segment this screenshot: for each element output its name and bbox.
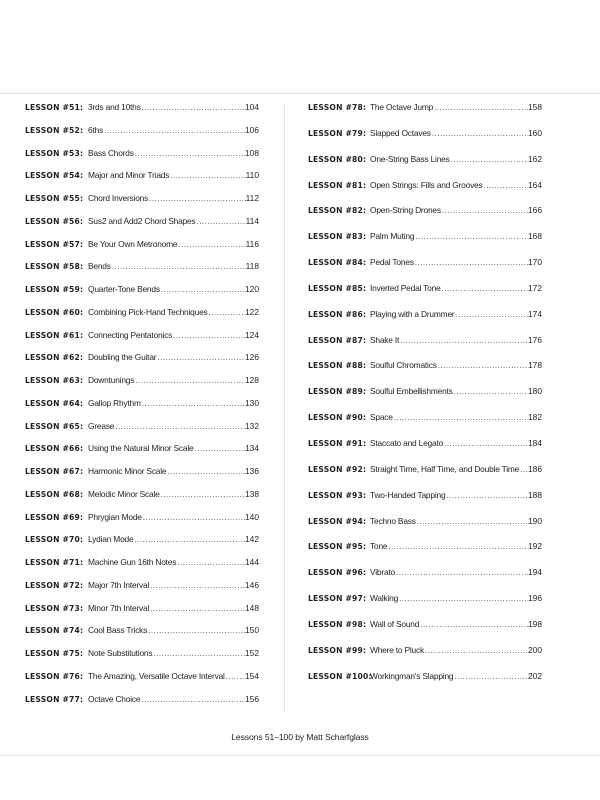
lesson-title: Staccato and Legato (370, 437, 444, 448)
lesson-title: Soulful Chromatics (370, 360, 437, 371)
page-number: 162 (528, 153, 542, 164)
dot-leader (414, 258, 528, 267)
dot-leader (441, 206, 528, 215)
lesson-number: LESSON #77: (25, 694, 84, 704)
page-number: 180 (528, 386, 542, 397)
dot-leader (169, 171, 245, 180)
page-number: 200 (528, 644, 542, 655)
lesson-title: 3rds and 10ths (88, 102, 141, 112)
page-number: 154 (245, 670, 259, 681)
lesson-number: LESSON #82: (308, 206, 367, 216)
page-number: 142 (245, 534, 259, 545)
lesson-title: Melodic Minor Scale (88, 488, 160, 499)
lesson-number: LESSON #98: (308, 619, 367, 629)
lesson-title: Pedal Tones (370, 257, 414, 268)
lesson-number: LESSON #85: (308, 283, 367, 293)
toc-entry[interactable] (25, 375, 259, 398)
dot-leader (141, 103, 245, 112)
lesson-number: LESSON #74: (25, 626, 84, 636)
lesson-number: LESSON #95: (308, 542, 367, 552)
lesson-title: Wall of Sound (370, 618, 420, 629)
dot-leader (433, 103, 528, 112)
dot-leader (142, 513, 245, 522)
page-number: 194 (528, 567, 542, 578)
dot-leader (172, 331, 245, 340)
toc-entry[interactable] (25, 261, 259, 284)
lesson-title: Combining Pick-Hand Techniques (88, 306, 208, 317)
lesson-number: LESSON #86: (308, 309, 367, 319)
lesson-title: Open Strings: Fills and Grooves (370, 179, 483, 190)
lesson-title: Using the Natural Minor Scale (88, 443, 194, 454)
lesson-number: LESSON #76: (25, 671, 84, 681)
toc-entry[interactable] (25, 534, 259, 557)
lesson-number: LESSON #64: (25, 398, 84, 408)
column-divider (284, 103, 285, 713)
toc-entry[interactable] (25, 125, 259, 148)
lesson-title: Gallop Rhythm (88, 397, 141, 408)
lesson-number: LESSON #62: (25, 353, 84, 363)
lesson-title: Phrygian Mode (88, 511, 142, 522)
page-number: 156 (245, 693, 259, 704)
lesson-title: Walking (370, 593, 399, 604)
lesson-title: Grease (88, 420, 115, 431)
lesson-number: LESSON #61: (25, 330, 84, 340)
page-number: 136 (245, 466, 259, 476)
toc-entry[interactable] (25, 284, 259, 307)
lesson-title: Machine Gun 16th Notes (88, 557, 177, 567)
lesson-title: Octave Choice (88, 693, 141, 704)
lesson-number: LESSON #92: (308, 464, 367, 474)
lesson-title: Note Substitutions (88, 648, 153, 658)
dot-leader (149, 581, 245, 590)
lesson-number: LESSON #84: (308, 258, 367, 268)
lesson-number: LESSON #83: (308, 232, 367, 242)
dot-leader (483, 181, 529, 190)
page-number: 172 (528, 282, 542, 293)
page-number: 126 (245, 352, 259, 363)
toc-entry[interactable] (25, 625, 259, 648)
lesson-number: LESSON #87: (308, 335, 367, 345)
lesson-title: Lydian Mode (88, 534, 134, 545)
toc-entry[interactable] (308, 593, 542, 619)
lesson-number: LESSON #56: (25, 216, 84, 226)
dot-leader (149, 604, 245, 613)
dot-leader (453, 387, 528, 396)
lesson-title: Downtunings (88, 375, 135, 385)
dot-leader (450, 155, 528, 164)
toc-entry[interactable] (25, 694, 259, 717)
lesson-title: Palm Muting (370, 231, 415, 242)
toc-entry[interactable] (308, 154, 542, 180)
toc-entry[interactable] (308, 619, 542, 645)
lesson-title: Space (370, 412, 393, 423)
page-number: 118 (245, 261, 259, 272)
lesson-number: LESSON #54: (25, 171, 84, 181)
lesson-number: LESSON #70: (25, 535, 84, 545)
page-number: 106 (245, 124, 259, 135)
toc-entry[interactable] (25, 170, 259, 193)
lesson-number: LESSON #67: (25, 467, 84, 476)
toc-entry[interactable] (25, 648, 259, 671)
lesson-title: Connecting Pentatonics (88, 329, 173, 340)
lesson-number: LESSON #81: (308, 180, 367, 190)
lesson-number: LESSON #100: (308, 671, 372, 681)
lesson-number: LESSON #97: (308, 594, 367, 604)
lesson-title: Chord Inversions (88, 193, 149, 203)
lesson-title: Soulful Embellishments (370, 386, 453, 397)
toc-entry[interactable] (308, 335, 542, 361)
dot-leader (393, 413, 528, 422)
dot-leader (160, 285, 245, 294)
dot-leader (156, 353, 245, 362)
dot-leader (111, 262, 246, 271)
page-number: 144 (245, 557, 259, 567)
toc-entry[interactable] (308, 464, 542, 490)
dot-leader (414, 232, 528, 241)
lesson-number: LESSON #79: (308, 128, 367, 138)
dot-leader (416, 517, 528, 526)
lesson-title: Playing with a Drummer (370, 308, 455, 319)
page-number: 130 (245, 397, 259, 408)
toc-entry[interactable] (25, 603, 259, 626)
page-number: 198 (528, 618, 542, 629)
lesson-number: LESSON #57: (25, 239, 84, 249)
dot-leader (437, 361, 528, 370)
dot-leader (453, 672, 528, 681)
dot-leader (133, 535, 245, 544)
page-number: 114 (245, 215, 259, 226)
toc-entry[interactable] (25, 421, 259, 444)
page-number: 122 (245, 306, 259, 317)
lesson-number: LESSON #60: (25, 307, 84, 317)
lesson-number: LESSON #63: (25, 376, 84, 385)
page-number: 112 (245, 193, 259, 203)
lesson-number: LESSON #51: (25, 103, 84, 112)
toc-entry[interactable] (308, 283, 542, 309)
dot-leader (176, 558, 245, 567)
lesson-title: Bass Chords (88, 147, 134, 158)
lesson-title: Bends (88, 261, 111, 272)
lesson-number: LESSON #89: (308, 387, 367, 397)
lesson-number: LESSON #65: (25, 421, 84, 431)
page-number: 166 (528, 205, 542, 216)
page-number: 146 (245, 579, 259, 590)
toc-entry[interactable] (308, 180, 542, 206)
lesson-title: 6ths (88, 124, 104, 135)
dot-leader (441, 284, 528, 293)
lesson-title: Major 7th Interval (88, 579, 150, 590)
page-number: 164 (528, 179, 542, 190)
page-number: 150 (245, 625, 259, 636)
page-number: 104 (245, 102, 259, 112)
page-number: 168 (528, 231, 542, 242)
lesson-number: LESSON #75: (25, 649, 84, 658)
dot-leader (103, 126, 245, 135)
toc-entry[interactable] (25, 216, 259, 239)
dot-leader (195, 217, 245, 226)
dot-leader (114, 422, 245, 431)
lesson-title: The Octave Jump (370, 102, 434, 112)
page-number: 158 (528, 102, 542, 112)
page-number: 186 (528, 463, 542, 474)
lesson-number: LESSON #90: (308, 413, 367, 423)
dot-leader (443, 439, 528, 448)
lesson-number: LESSON #58: (25, 262, 84, 272)
lesson-number: LESSON #80: (308, 154, 367, 164)
page-number: 202 (528, 670, 542, 681)
toc-entry[interactable] (25, 307, 259, 330)
bottom-rule (0, 755, 600, 756)
page-number: 184 (528, 437, 542, 448)
lesson-number: LESSON #94: (308, 516, 367, 526)
lesson-title: Shake It (370, 334, 400, 345)
lesson-title: Quarter-Tone Bends (88, 284, 160, 294)
page-number: 174 (528, 308, 542, 319)
toc-entry[interactable] (308, 645, 542, 671)
lesson-number: LESSON #53: (25, 148, 84, 158)
lesson-number: LESSON #55: (25, 194, 84, 203)
dot-leader (193, 444, 245, 453)
lesson-title: Vibrato (370, 567, 395, 578)
toc-entry[interactable] (25, 443, 259, 466)
page-number: 192 (528, 541, 542, 552)
lesson-title: One-String Bass Lines (370, 153, 450, 164)
toc-entry[interactable] (308, 516, 542, 542)
toc-entry[interactable] (308, 102, 542, 128)
lesson-title: Harmonic Minor Scale (88, 466, 167, 476)
toc-entry[interactable] (308, 567, 542, 593)
page-number: 116 (245, 238, 259, 249)
dot-leader (398, 594, 528, 603)
dot-leader (134, 149, 245, 158)
dot-leader (395, 568, 528, 577)
page-number: 124 (245, 329, 259, 340)
lesson-title: Techno Bass (370, 515, 416, 526)
dot-leader (177, 240, 245, 249)
lesson-number: LESSON #72: (25, 580, 84, 590)
lesson-number: LESSON #68: (25, 489, 84, 499)
dot-leader (208, 308, 245, 317)
lesson-title: Tone (370, 541, 388, 552)
page-number: 140 (245, 511, 259, 522)
lesson-title: Inverted Pedal Tone (370, 282, 441, 293)
toc-entry[interactable] (308, 128, 542, 154)
toc-entry[interactable] (308, 257, 542, 283)
dot-leader (147, 626, 245, 635)
lesson-title: Be Your Own Metronome (88, 238, 178, 249)
lesson-number: LESSON #91: (308, 438, 367, 448)
lesson-title: Cool Bass Tricks (88, 625, 148, 636)
toc-entry[interactable] (25, 557, 259, 580)
toc-entry[interactable] (308, 309, 542, 335)
toc-entry[interactable] (308, 205, 542, 231)
dot-leader (387, 542, 528, 551)
page-number: 182 (528, 412, 542, 423)
page-number: 134 (245, 443, 259, 454)
dot-leader (399, 336, 528, 345)
toc-entry[interactable] (25, 102, 259, 125)
toc-left-column (25, 102, 259, 716)
lesson-number: LESSON #99: (308, 645, 367, 655)
toc-entry[interactable] (25, 352, 259, 375)
dot-leader (419, 620, 528, 629)
page-number: 170 (528, 257, 542, 268)
lesson-title: The Amazing, Versatile Octave Interval (88, 670, 225, 681)
lesson-title: Major and Minor Triads (88, 170, 170, 181)
dot-leader (424, 646, 528, 655)
lesson-title: Doubling the Guitar (88, 352, 157, 363)
dot-leader (431, 129, 528, 138)
page-number: 108 (245, 147, 259, 158)
lesson-number: LESSON #88: (308, 361, 367, 371)
toc-entry[interactable] (308, 490, 542, 516)
lesson-number: LESSON #59: (25, 285, 84, 294)
page-number: 110 (245, 170, 259, 181)
lesson-title: Where to Pluck (370, 644, 424, 655)
lesson-number: LESSON #73: (25, 603, 84, 613)
page-number: 178 (528, 360, 542, 371)
toc-entry[interactable] (25, 671, 259, 694)
toc-entry[interactable] (25, 148, 259, 171)
dot-leader (445, 491, 528, 500)
toc-entry[interactable] (308, 360, 542, 386)
page-number: 190 (528, 515, 542, 526)
lesson-title: Minor 7th Interval (88, 602, 150, 613)
lesson-number: LESSON #96: (308, 568, 367, 578)
dot-leader (152, 649, 245, 658)
dot-leader (140, 695, 245, 704)
page-number: 128 (245, 375, 259, 385)
lesson-number: LESSON #71: (25, 558, 84, 567)
lesson-title: Slapped Octaves (370, 127, 431, 138)
dot-leader (148, 194, 246, 203)
dot-leader (225, 672, 245, 681)
page-number: 160 (528, 127, 542, 138)
dot-leader (166, 467, 245, 476)
lesson-title: Workingman's Slapping (370, 670, 454, 681)
toc-entry[interactable] (25, 239, 259, 262)
page-number: 120 (245, 284, 259, 294)
lesson-number: LESSON #66: (25, 444, 84, 454)
toc-entry[interactable] (308, 438, 542, 464)
toc-entry[interactable] (25, 580, 259, 603)
dot-leader (519, 465, 528, 474)
page-number: 196 (528, 593, 542, 604)
dot-leader (134, 376, 245, 385)
lesson-title: Sus2 and Add2 Chord Shapes (88, 215, 196, 226)
toc-entry[interactable] (308, 541, 542, 567)
lesson-number: LESSON #93: (308, 490, 367, 500)
toc-right-column (308, 102, 542, 696)
dot-leader (160, 490, 245, 499)
toc-entry[interactable] (308, 671, 542, 697)
toc-entry[interactable] (308, 386, 542, 412)
page-number: 138 (245, 488, 259, 499)
page-footer: Lessons 51–100 by Matt Scharfglass (231, 732, 369, 742)
lesson-title: Two-Handed Tapping (370, 489, 446, 500)
toc-entry[interactable] (308, 412, 542, 438)
toc-entry[interactable] (25, 193, 259, 216)
toc-entry[interactable] (25, 489, 259, 512)
page-number: 148 (245, 602, 259, 613)
lesson-title: Straight Time, Half Time, and Double Time (370, 463, 520, 474)
lesson-number: LESSON #52: (25, 125, 84, 135)
toc-entry[interactable] (25, 512, 259, 535)
top-rule (0, 93, 600, 94)
page-number: 152 (245, 648, 259, 658)
toc-entry[interactable] (25, 466, 259, 489)
dot-leader (141, 399, 245, 408)
lesson-number: LESSON #69: (25, 512, 84, 522)
toc-entry[interactable] (25, 330, 259, 353)
toc-entry[interactable] (25, 398, 259, 421)
page-number: 176 (528, 334, 542, 345)
page-number: 188 (528, 489, 542, 500)
page-number: 132 (245, 420, 259, 431)
lesson-number: LESSON #78: (308, 103, 367, 112)
dot-leader (455, 310, 529, 319)
toc-entry[interactable] (308, 231, 542, 257)
lesson-title: Open-String Drones (370, 205, 441, 216)
